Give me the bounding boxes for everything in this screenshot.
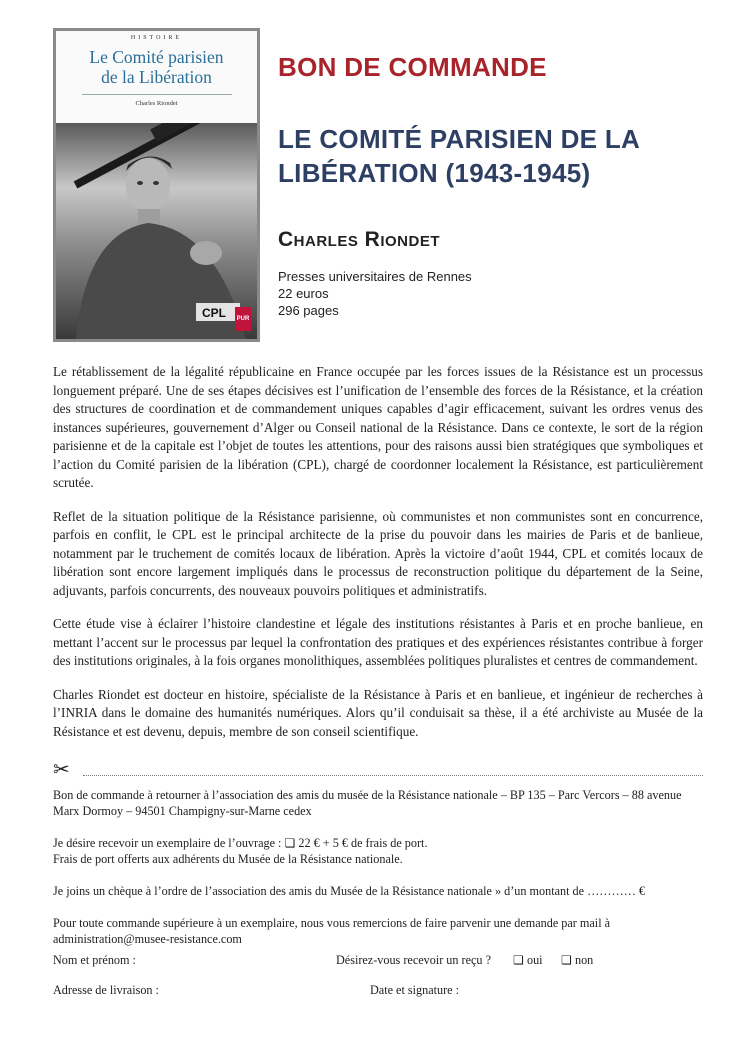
return-address: Bon de commande à retourner à l’association des amis du musée de la Résistance nationale – BP 135 – Parc Vercors – 88 avenue Marx Dormoy – 94501 Champigny-sur-Marne cedex bbox=[53, 788, 682, 818]
price: 22 euros bbox=[278, 286, 329, 301]
cover-title bbox=[56, 47, 257, 87]
publisher: Presses universitaires de Rennes bbox=[278, 269, 472, 284]
resistance-fighter-illustration bbox=[56, 123, 257, 339]
cut-line bbox=[83, 775, 703, 776]
field-row-address bbox=[53, 983, 703, 1013]
order-form-fields bbox=[53, 953, 703, 1013]
svg-text:CPL: CPL bbox=[202, 306, 226, 320]
publisher-logo: PUR bbox=[235, 307, 251, 331]
cover-divider bbox=[82, 94, 232, 95]
scissors-icon: ✂ bbox=[53, 759, 70, 781]
paragraph: Le rétablissement de la légalité républicaine en France occupée par les forces issues de la Résistance est un processus longuement préparé. Une de ses étapes décisives est l’unification de l’ensemble des forces de la Résistance, et la création des structures de coordination et de commandement uniques capables d’agir efficacement, suivant les ordres venus des instances supérieures, gouvernement d’Alger ou Conseil national de la Résistance. Dans ce contexte, le sort de la région parisienne et de la capitale est l’objet de toutes les attentions, pour des raisons aussi bien stratégiques que symboliques et l’action du Comité parisien de la libération (CPL), chargé de coordonner localement la Résistance, est particulièrement scrutée. bbox=[53, 364, 703, 490]
paragraph: Cette étude vise à éclairer l’histoire clandestine et légale des institutions résistantes à Paris et en proche banlieue, en mettant l’accent sur le processus par lequel la confrontation des pratiques et des expériences résistantes contribue à forger des institutions originales, à la fois organes monolithiques, assemblées politiques pluralistes et centres de commandement. bbox=[53, 616, 703, 668]
payment-line: Je joins un chèque à l’ordre de l’association des amis du Musée de la Résistance nationale » d’un montant de ………… € bbox=[53, 884, 645, 898]
book-cover bbox=[53, 28, 260, 342]
address-field-label[interactable]: Adresse de livraison : bbox=[53, 983, 159, 997]
book-details bbox=[278, 268, 472, 319]
request-line: Je désire recevoir un exemplaire de l’ouvrage : ❏ 22 € + 5 € de frais de port. bbox=[53, 836, 428, 850]
paragraph: Charles Riondet est docteur en histoire, spécialiste de la Résistance à Paris et en banlieue, et ingénieur de recherches à l’INRIA dans le domaine des humanités numériques. Alors qu’il conduisait sa thèse, il a été archiviste au Musée de la Résistance et est devenu, depuis, membre de son conseil scientifique. bbox=[53, 686, 703, 739]
cover-title-line2: de la Libération bbox=[101, 67, 212, 87]
cover-title-line1: Le Comité parisien bbox=[89, 47, 224, 67]
receipt-no-checkbox[interactable]: ❏ non bbox=[561, 953, 594, 967]
multi-order-note: Pour toute commande supérieure à un exemplaire, nous vous remercions de faire parvenir une demande par mail à administration@musee-resistance.com bbox=[53, 916, 611, 946]
order-form-title: BON DE COMMANDE bbox=[278, 52, 547, 82]
shipping-note: Frais de port offerts aux adhérents du Musée de la Résistance nationale. bbox=[53, 852, 403, 866]
paragraph: Reflet de la situation politique de la Résistance parisienne, où communistes et non communistes sont en concurrence, parfois en conflit, le CPL est le principal architecte de la prise du pouvoir dans les mairies de Paris et de banlieue, notamment par le truchement de comités locaux de libération. Après la victoire d’août 1944, CPL et comités locaux de libération sont encore largement impliqués dans le processus de reconstruction politique du département de la Seine, adjuvants, parfois concurrents, des nouveaux pouvoirs politiques et administratifs. bbox=[53, 508, 703, 598]
cover-photo bbox=[56, 123, 257, 339]
receipt-yes-checkbox[interactable]: ❏ oui bbox=[513, 953, 543, 967]
name-field-label[interactable]: Nom et prénom : bbox=[53, 953, 136, 967]
book-title: LE COMITÉ PARISIEN DE LA LIBÉRATION (1943-1945) bbox=[278, 124, 640, 188]
field-row-name bbox=[53, 953, 703, 983]
book-description bbox=[53, 363, 703, 756]
cover-author: Charles Riondet bbox=[135, 100, 178, 107]
cover-series: HISTOIRE bbox=[130, 35, 183, 41]
receipt-question: Désirez-vous recevoir un reçu ? bbox=[336, 953, 491, 967]
cut-line-row bbox=[53, 760, 703, 780]
book-author: Charles Riondet bbox=[278, 228, 441, 251]
page-count: 296 pages bbox=[278, 303, 339, 318]
order-form bbox=[53, 787, 703, 947]
date-signature-field-label[interactable]: Date et signature : bbox=[370, 983, 460, 997]
